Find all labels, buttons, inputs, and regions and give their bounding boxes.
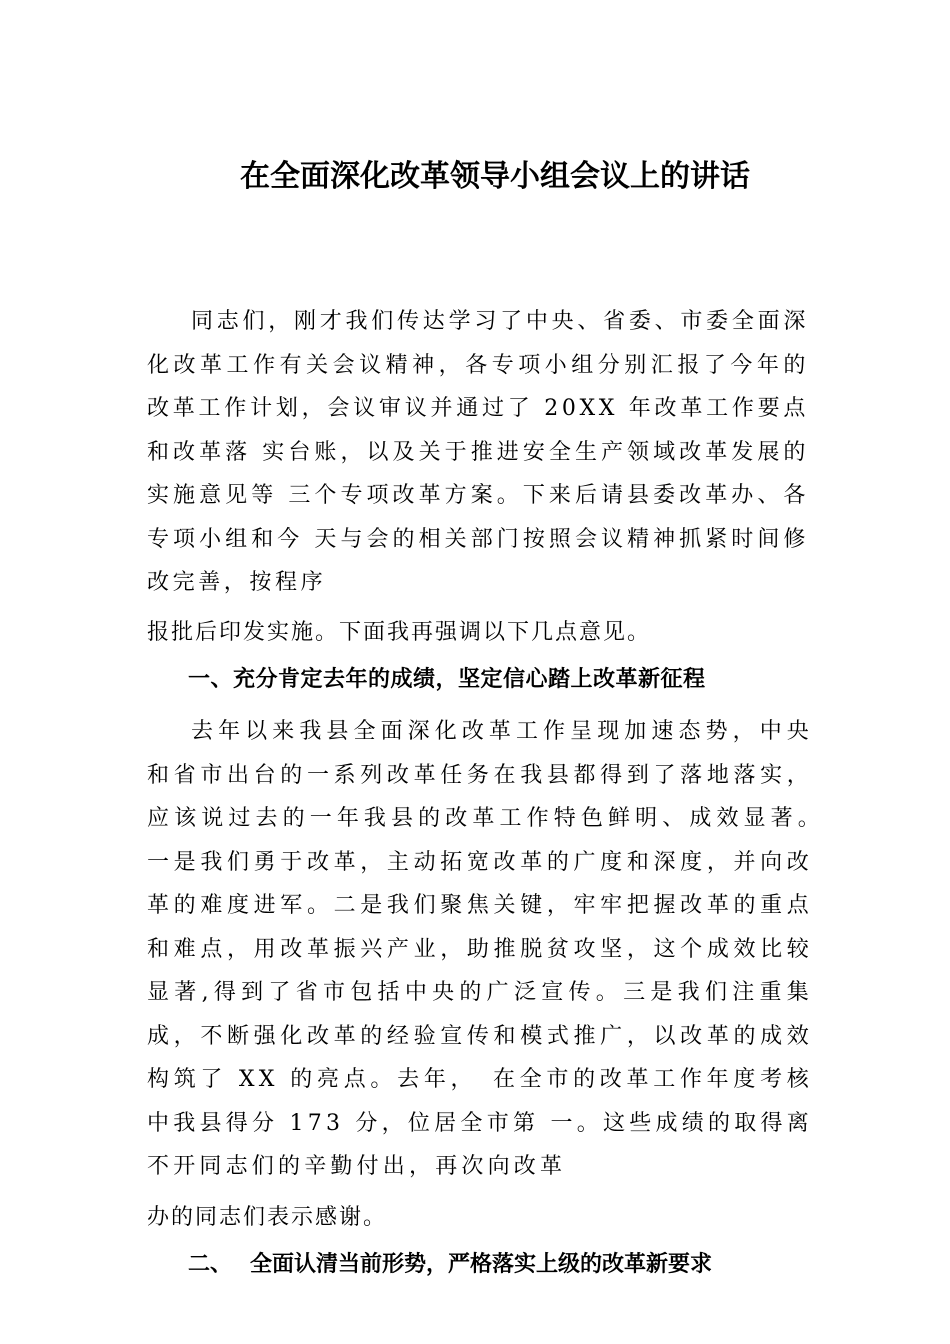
section-heading-2-text: 全面认清当前形势，严格落实上级的改革新要求 — [250, 1252, 713, 1277]
section-heading-2-number: 二、 — [188, 1252, 233, 1277]
paragraph-section-1: 去年以来我县全面深化改革工作呈现加速态势，中央和省市出台的一系列改革任务在我县都得到了落地落实，应该说过去的一年我县的改革工作特色鲜明、成效显著。 一是我们勇于改革，主动拓宽改革的广度和深度，并向改革的难度进军。二是我们聚焦关键，牢牢把握改革的重点和难点，用改革振兴产业，助推脱贫攻坚，这个成效比较显著,得到了省市包括中央的广泛宣传。三是我们注重集成，不断强化改革的经验宣传和模式推广，以改革的成效构筑了 XX 的亮点。去年， 在全市的改革工作年度考核中我县得分 173 分，位居全市第 一。这些成绩的取得离不开同志们的辛勤付出，再次向改革 — [147, 719, 840, 1179]
paragraph-section-1-tail: 办的同志们表示感谢。 — [147, 1205, 388, 1230]
paragraph-opening-tail: 报批后印发实施。下面我再强调以下几点意见。 — [147, 620, 652, 645]
section-heading-2 — [188, 1245, 712, 1285]
section-heading-1: 一、充分肯定去年的成绩，坚定信心踏上改革新征程 — [188, 667, 706, 692]
paragraph-opening: 同志们，刚才我们传达学习了中央、省委、市委全面深化改革工作有关会议精神，各专项小组分别汇报了今年的改革工作计划，会议审议并通过了 20XX 年改革工作要点和改革落 实台账，以及关于推进安全生产领域改革发展的实施意见等 三个专项改革方案。下来后请县委改革办、各专项小组和今 天与会的相关部门按照会议精神抓紧时间修改完善，按程序 — [147, 309, 809, 595]
document-title: 在全面深化改革领导小组会议上的讲话 — [240, 159, 750, 195]
